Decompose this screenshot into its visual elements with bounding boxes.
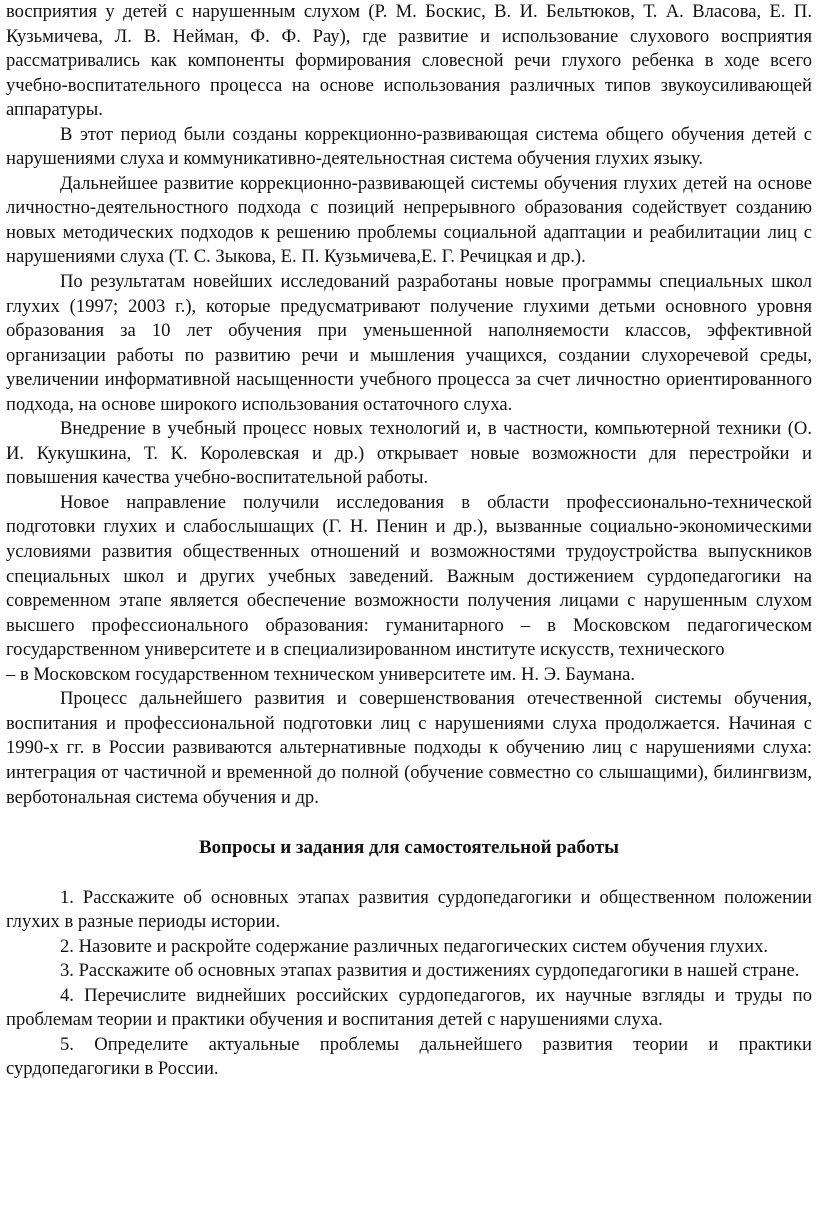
paragraph: Процесс дальнейшего развития и совершенствования отечественной системы обучения, воспитания и профессиональной подготовки лиц с нарушениями слуха продолжается. Начиная с 1990-х гг. в России развиваются альтернативные подходы к обучению лиц с нарушениями слуха: интеграция от частичной и временной до полной (обучение совместно со слышащими), билингвизм, верботональная система обучения и др. [6, 688, 812, 808]
section-heading: Вопросы и задания для самостоятельной работы [198, 837, 619, 859]
question-item: 5. Определите актуальные проблемы дальнейшего развития теории и практики сурдопедагогики в России. [6, 1033, 812, 1080]
paragraph: По результатам новейших исследований разработаны новые программы специальных школ глухих (1997; 2003 г.), которые предусматривают получение глухими детьми основного уровня образования за 10 лет обучения при уменьшенной наполняемости классов, эффективной организации работы по развитию речи и мышления учащихся, создании слухоречевой среды, увеличении информативной насыщенности учебного процесса за счет личностно ориентированного подхода, на основе широкого использования остаточного слуха. [6, 271, 812, 415]
paragraph: восприятия у детей с нарушенным слухом (Р. М. Боскис, В. И. Бельтюков, Т. А. Власова, Е. П. Кузьмичева, Л. В. Нейман, Ф. Ф. Рау), где развитие и использование слухового восприятия рассматривались как компоненты формирования словесной речи глухого ребенка в ходе всего учебно-воспитательного процесса на основе использования различных типов звукоусиливающей аппаратуры. [6, 1, 812, 121]
question-item: 1. Расскажите об основных этапах развития сурдопедагогики и общественном положении глухих в разные периоды истории. [6, 886, 812, 933]
question-item: 3. Расскажите об основных этапах развития и достижениях сурдопедагогики в нашей стране. [60, 960, 800, 982]
paragraph: Внедрение в учебный процесс новых технологий и, в частности, компьютерной техники (О. И. Кукушкина, Т. К. Королевская и др.) открывает новые возможности для перестройки и повышения качества учебно-воспитательной работы. [6, 418, 812, 489]
paragraph: В этот период были созданы коррекционно-развивающая система общего обучения детей с нарушениями слуха и коммуникативно-деятельностная система обучения глухих языку. [6, 123, 812, 170]
paragraph: Дальнейшее развитие коррекционно-развивающей системы обучения глухих детей на основе личностно-деятельностного подхода с позиций непрерывного образования содействует созданию новых методических подходов к решению проблемы социальной адаптации и реабилитации лиц с нарушениями слуха (Т. С. Зыкова, Е. П. Кузьмичева,Е. Г. Речицкая и др.). [6, 172, 812, 268]
question-item: 4. Перечислите виднейших российских сурдопедагогов, их научные взгляды и труды по проблемам теории и практики обучения и воспитания детей с нарушениями слуха. [6, 984, 812, 1031]
document-page [6, 0, 812, 1082]
paragraph: Новое направление получили исследования в области профессионально-технической подготовки глухих и слабослышащих (Г. Н. Пенин и др.), вызванные социально-экономическими условиями развития общественных отношений и возможностями трудоустройства выпускников специальных школ и других учебных заведений. Важным достижением сурдопедагогики на современном этапе является обеспечение возможности получения лицами с нарушенным слухом высшего профессионального образования: гуманитарного – в Московском педагогическом государственном университете и в специализированном институте искусств, технического [6, 491, 812, 661]
paragraph: – в Московском государственном техническом университете им. Н. Э. Баумана. [6, 663, 636, 685]
question-item: 2. Назовите и раскройте содержание различных педагогических систем обучения глухих. [60, 935, 769, 957]
